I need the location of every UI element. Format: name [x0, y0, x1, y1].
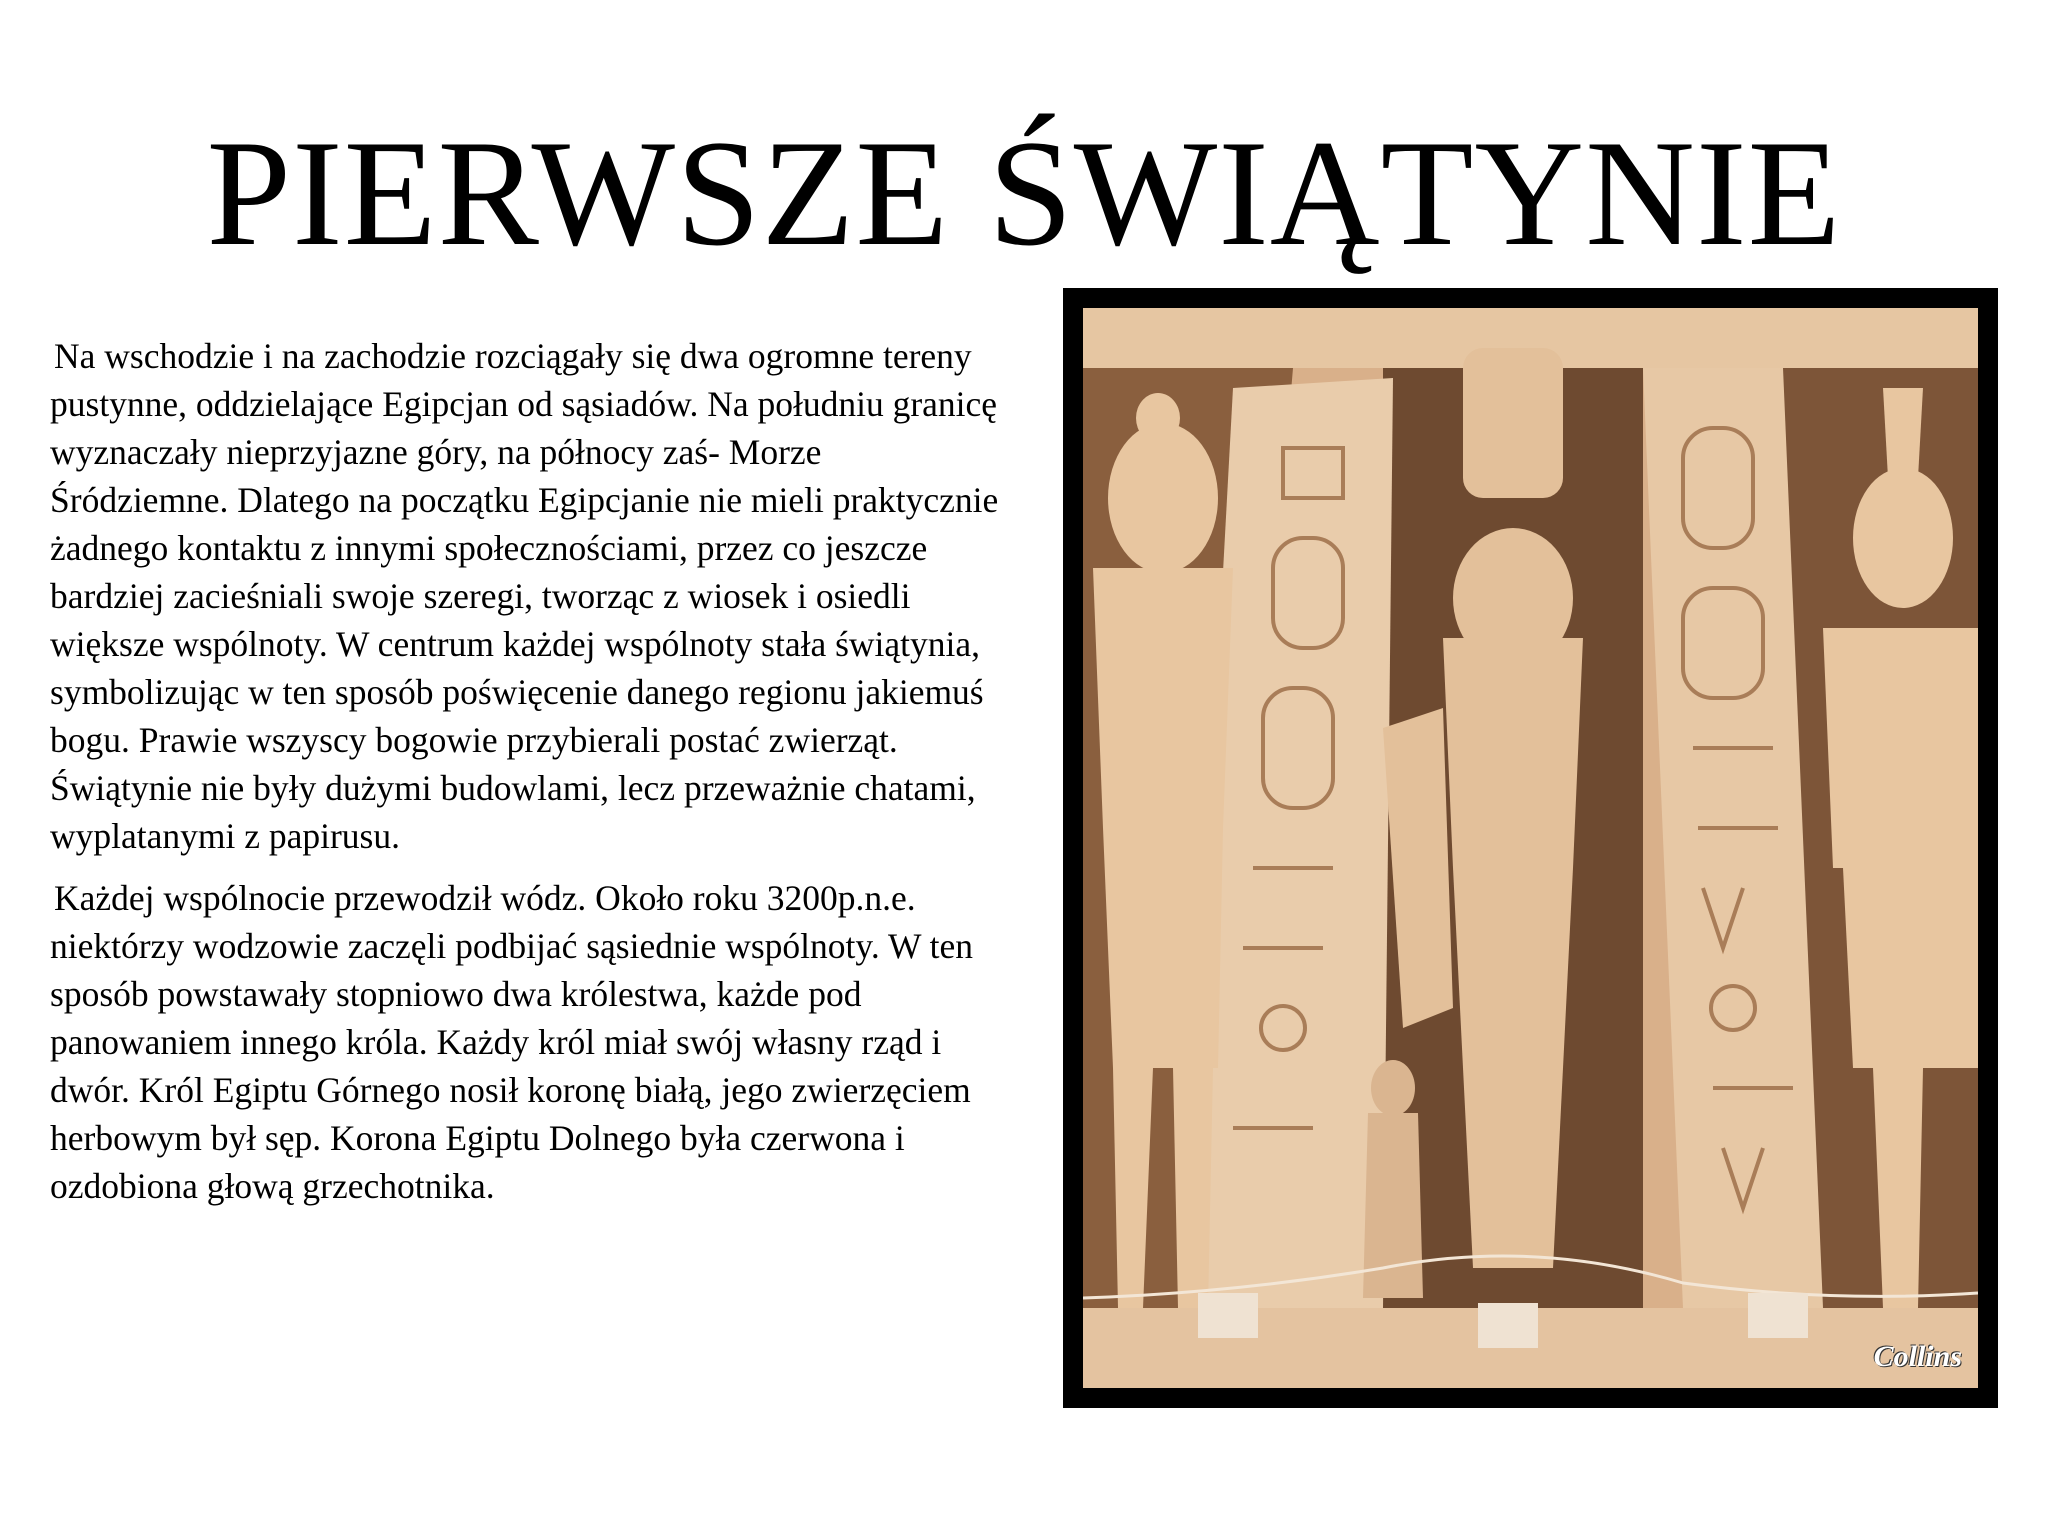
temple-photo [1083, 308, 1978, 1388]
paragraph-2: Każdej wspólnocie przewodził wódz. Około roku 3200p.n.e. niektórzy wodzowie zaczęli podbijać sąsiednie wspólnoty. W ten sposób powstawały stopniowo dwa królestwa, każde pod panowaniem innego króla. Każdy król miał swój własny rząd i dwór. Król Egiptu Górnego nosił koronę białą, jego zwierzęciem herbowym był sęp. Korona Egiptu Dolnego była czerwona i ozdobiona głową grzechotnika. [50, 878, 974, 1206]
paragraph-1: Na wschodzie i na zachodzie rozciągały się dwa ogromne tereny pustynne, oddzielające Egipcjan od sąsiadów. Na południu granicę wyznaczały nieprzyjazne góry, na północy zaś- Morze Śródziemne. Dlatego na początku Egipcjanie nie mieli praktycznie żadnego kontaktu z innymi społecznościami, przez co jeszcze bardziej zacieśniali swoje szeregi, tworząc z wiosek i osiedli większe wspólnoty. W centrum każdej wspólnoty stała świątynia, symbolizując w ten sposób poświęcenie danego regionu jakiemuś bogu. Prawie wszyscy bogowie przybierali postać zwierząt. Świątynie nie były dużymi budowlami, lecz przeważnie chatami, wyplatanymi z papirusu. [50, 336, 999, 856]
slide-title: PIERWSZE ŚWIĄTYNIE [206, 109, 1842, 277]
body-text [50, 332, 1000, 1224]
temple-photo-frame [1063, 288, 1998, 1408]
photo-watermark: Collins [1873, 1340, 1962, 1373]
